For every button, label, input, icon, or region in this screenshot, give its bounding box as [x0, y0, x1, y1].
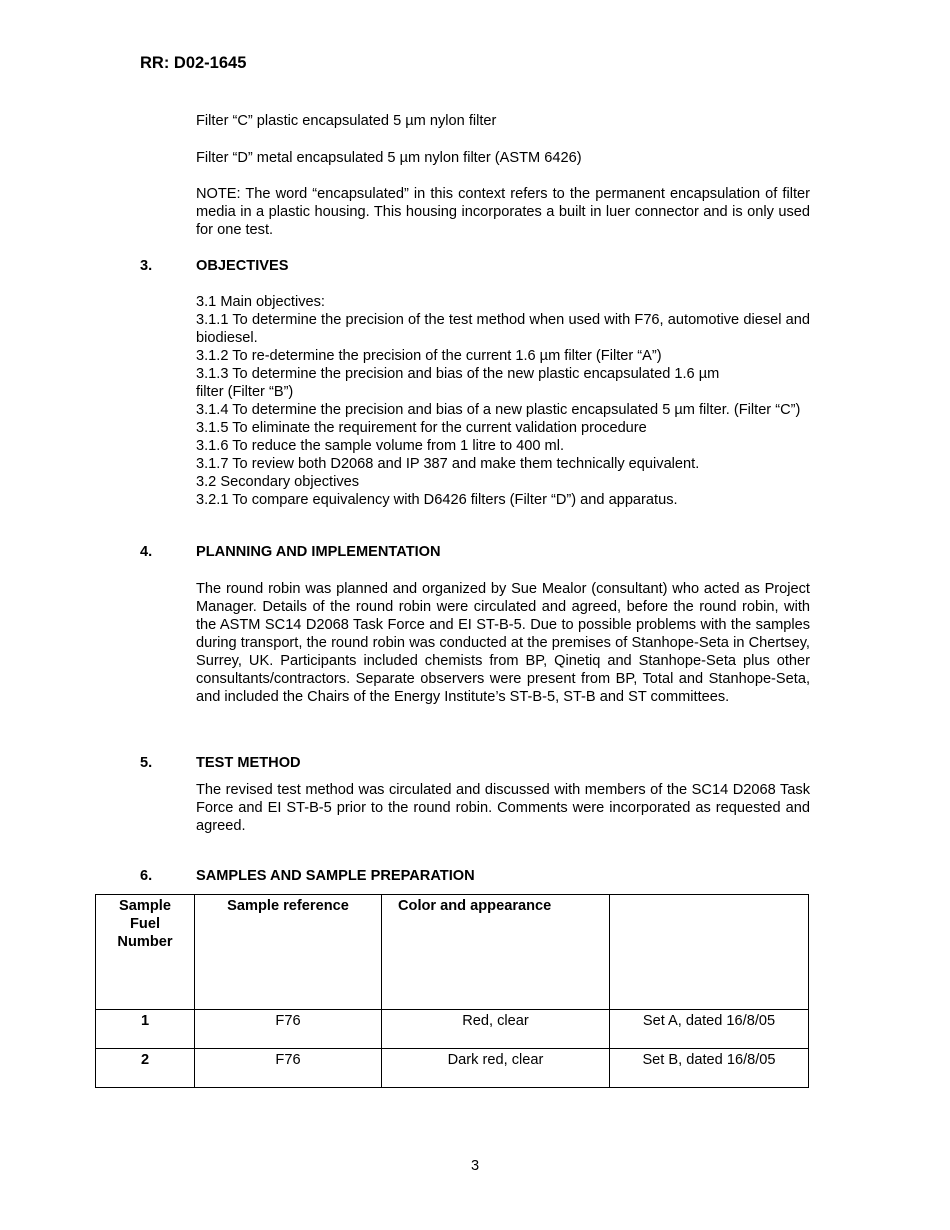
- section-6-title: SAMPLES AND SAMPLE PREPARATION: [196, 868, 475, 884]
- section-6-number: 6.: [140, 868, 153, 884]
- cell-set: Set B, dated 16/8/05: [610, 1049, 809, 1088]
- cell-reference: F76: [195, 1010, 382, 1049]
- note-paragraph: NOTE: The word “encapsulated” in this context refers to the permanent encapsulation of filter media in a plastic housing. This housing incorporates a built in luer connector and is only used for one test.: [196, 186, 810, 238]
- filter-c-line: Filter “C” plastic encapsulated 5 µm nylon filter: [196, 113, 497, 129]
- objective-line: 3.1.7 To review both D2068 and IP 387 and make them technically equivalent.: [196, 456, 700, 472]
- planning-paragraph: The round robin was planned and organized by Sue Mealor (consultant) who acted as Project Manager. Details of the round robin were circulated and agreed, before the round robin, with the ASTM SC14 D2068 Task Force and EI ST-B-5. Due to possible problems with the samples during transport, the round robin was conducted at the premises of Stanhope-Seta in Chertsey, Surrey, UK. Participants included chemists from BP, Qinetiq and Stanhope-Seta plus other consultants/contractors. Separate observers were present from BP, Total and Stanhope-Seta, and included the Chairs of the Energy Institute’s ST-B-5, ST-B and ST committees.: [196, 581, 810, 705]
- samples-table: [95, 894, 809, 1088]
- objective-line: 3.1.1 To determine the precision of the test method when used with F76, automotive diesel and biodiesel.: [196, 312, 810, 346]
- cell-number: 1: [96, 1010, 195, 1049]
- report-id-header: RR: D02-1645: [140, 54, 247, 72]
- cell-reference: F76: [195, 1049, 382, 1088]
- objective-line: 3.2.1 To compare equivalency with D6426 filters (Filter “D”) and apparatus.: [196, 492, 678, 508]
- header-text: Sample Fuel Number: [117, 898, 173, 950]
- section-4-title: PLANNING AND IMPLEMENTATION: [196, 544, 441, 560]
- section-3-number: 3.: [140, 258, 153, 274]
- objective-line: 3.1.2 To re-determine the precision of the current 1.6 µm filter (Filter “A”): [196, 348, 662, 364]
- header-blank: [610, 895, 809, 1010]
- filter-d-line: Filter “D” metal encapsulated 5 µm nylon filter (ASTM 6426): [196, 150, 582, 166]
- section-5-number: 5.: [140, 755, 153, 771]
- objective-line: 3.1.4 To determine the precision and bias of a new plastic encapsulated 5 µm filter. (Filter “C”): [196, 402, 801, 418]
- section-4-number: 4.: [140, 544, 153, 560]
- table-row: [96, 1049, 809, 1088]
- header-text: Color and appearance: [398, 898, 552, 914]
- cell-color: Dark red, clear: [382, 1049, 610, 1088]
- objective-line: 3.1.3 To determine the precision and bias of the new plastic encapsulated 1.6 µm: [196, 366, 720, 382]
- objectives-list: [196, 293, 810, 509]
- table-header-row: [96, 895, 809, 1010]
- header-sample-reference: Sample reference: [195, 895, 382, 1010]
- header-sample-fuel-number: [96, 895, 195, 1010]
- objective-line: 3.2 Secondary objectives: [196, 474, 360, 490]
- page-number: 3: [470, 1158, 480, 1174]
- header-color-appearance: [382, 895, 610, 1010]
- objective-line: 3.1.6 To reduce the sample volume from 1 litre to 400 ml.: [196, 438, 564, 454]
- section-3-title: OBJECTIVES: [196, 258, 289, 274]
- test-method-paragraph: The revised test method was circulated and discussed with members of the SC14 D2068 Task Force and EI ST-B-5 prior to the round robin. Comments were incorporated as requested and agreed.: [196, 782, 810, 834]
- table-row: [96, 1010, 809, 1049]
- cell-color: Red, clear: [382, 1010, 610, 1049]
- objective-line: 3.1.5 To eliminate the requirement for the current validation procedure: [196, 420, 647, 436]
- objective-line: 3.1 Main objectives:: [196, 294, 325, 310]
- section-5-title: TEST METHOD: [196, 755, 301, 771]
- cell-number: 2: [96, 1049, 195, 1088]
- objective-line: filter (Filter “B”): [196, 384, 294, 400]
- cell-set: Set A, dated 16/8/05: [610, 1010, 809, 1049]
